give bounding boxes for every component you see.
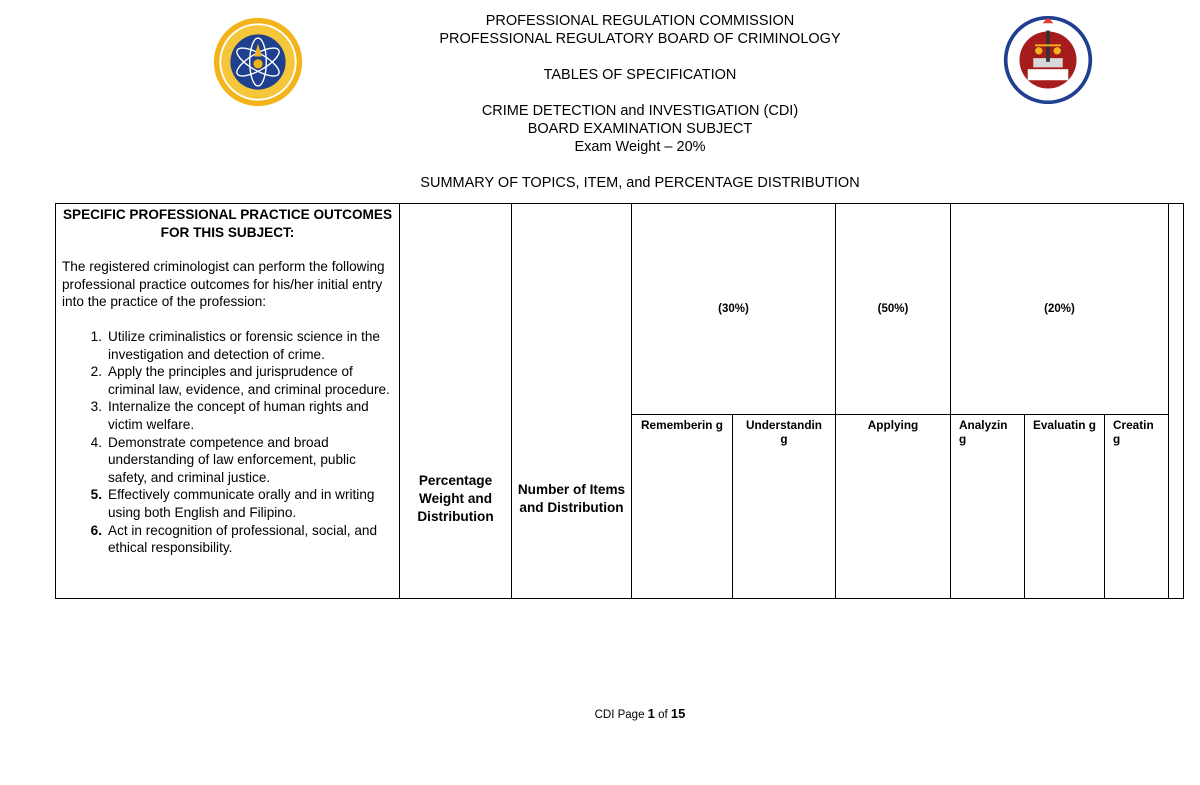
prc-seal-logo	[212, 16, 304, 108]
footer-prefix: CDI Page	[594, 709, 645, 721]
footer-page-number: 1	[647, 706, 655, 721]
header-subject: CRIME DETECTION and INVESTIGATION (CDI)	[481, 103, 799, 119]
percentage-weight-header: Percentage Weight and Distribution	[400, 204, 512, 599]
header-exam-weight: Exam Weight – 20%	[574, 139, 706, 155]
footer-of: of	[658, 709, 668, 721]
outcomes-title: SPECIFIC PROFESSIONAL PRACTICE OUTCOMES FOR THIS SUBJECT:	[62, 207, 393, 240]
list-item: 2. Apply the principles and jurisprudence of criminal law, evidence, and criminal procedure.	[90, 364, 390, 397]
board-of-criminology-seal-logo	[1002, 14, 1094, 106]
level-evaluating: Evaluatin g	[1025, 415, 1105, 599]
level-analyzing: Analyzin g	[951, 415, 1025, 599]
level-applying: Applying	[836, 415, 951, 599]
level-understanding: Understandin g	[733, 415, 836, 599]
level-creating: Creatin g	[1105, 415, 1169, 599]
page-footer	[0, 706, 1200, 721]
list-item: 1. Utilize criminalistics or forensic science in the investigation and detection of crime.	[90, 328, 380, 362]
lower-order-percentage: (30%)	[632, 204, 836, 415]
list-item: 6. Act in recognition of professional, social, and ethical responsibility.	[90, 522, 378, 556]
table-edge-cell	[1169, 204, 1184, 599]
list-item: 5. Effectively communicate orally and in writing using both English and Filipino.	[90, 487, 375, 520]
header-commission: PROFESSIONAL REGULATION COMMISSION	[485, 13, 795, 29]
higher-order-percentage: (20%)	[951, 204, 1169, 415]
list-item: 4. Demonstrate competence and broad understanding of law enforcement, public safety, and criminal justice.	[90, 434, 356, 485]
header-document-title: TABLES OF SPECIFICATION	[543, 67, 737, 83]
number-of-items-header: Number of Items and Distribution	[512, 204, 632, 599]
level-remembering: Rememberin g	[632, 415, 733, 599]
specification-table	[55, 203, 1184, 599]
outcomes-list	[62, 328, 393, 557]
document-header	[340, 12, 940, 192]
header-subject-type: BOARD EXAMINATION SUBJECT	[527, 121, 753, 137]
header-board: PROFESSIONAL REGULATORY BOARD OF CRIMINOLOGY	[439, 31, 841, 47]
header-summary-title: SUMMARY OF TOPICS, ITEM, and PERCENTAGE DISTRIBUTION	[420, 175, 860, 191]
outcomes-cell	[56, 204, 400, 599]
outcomes-intro: The registered criminologist can perform the following professional practice outcomes for his/her initial entry into the practice of the profession:	[62, 259, 385, 310]
applying-percentage: (50%)	[836, 204, 951, 415]
list-item: 3. Internalize the concept of human rights and victim welfare.	[90, 399, 369, 432]
footer-total-pages: 15	[670, 706, 686, 721]
